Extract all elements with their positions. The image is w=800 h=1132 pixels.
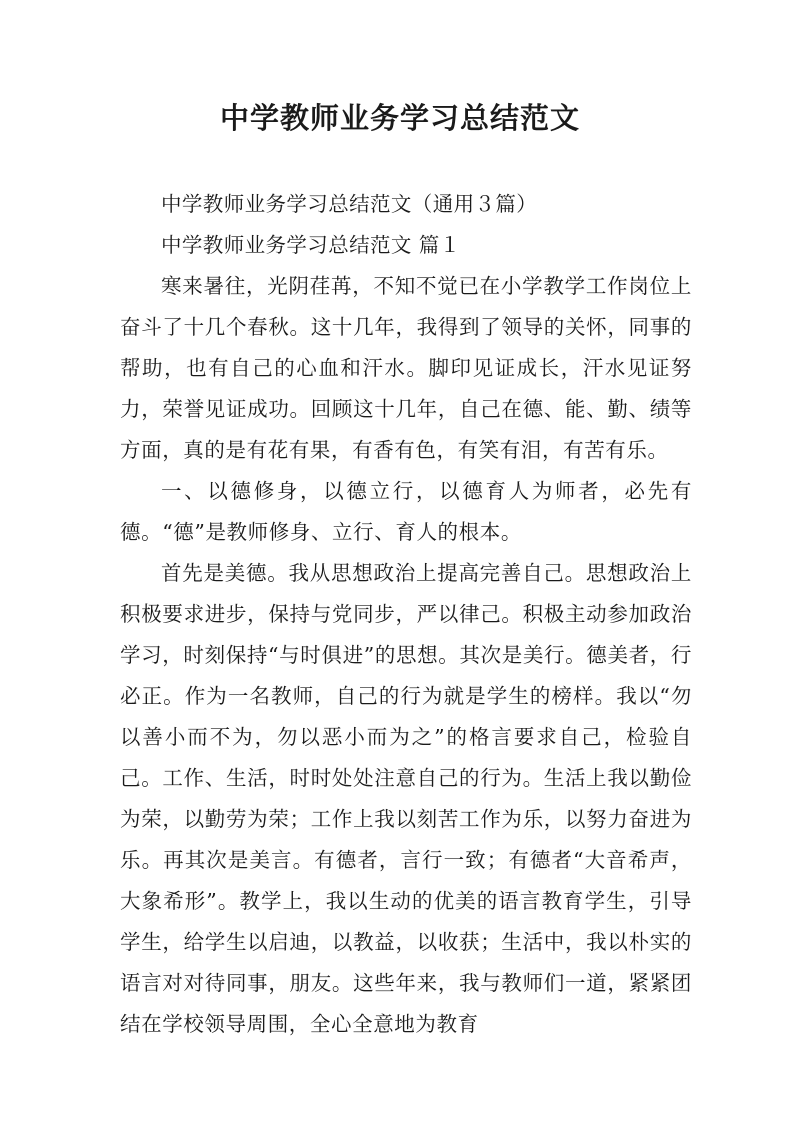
document-body <box>120 184 692 1045</box>
section-heading: 中学教师业务学习总结范文 篇１ <box>161 233 461 257</box>
body-paragraph: 首先是美德。我从思想政治上提高完善自己。思想政治上积极要求进步，保持与党同步，严以律己。积极主动参加政治学习，时刻保持“与时俱进”的思想。其次是美行。德美者，行必正。作为一名教师，自己的行为就是学生的榜样。我以“勿以善小而不为，勿以恶小而为之”的格言要求自己，检验自己。工作、生活，时时处处注意自己的行为。生活上我以勤俭为荣，以勤劳为荣；工作上我以刻苦工作为乐，以努力奋进为乐。再其次是美言。有德者，言行一致；有德者“大音希声，大象希形”。教学上，我以生动的优美的语言教育学生，引导学生，给学生以启迪，以教益，以收获；生活中，我以朴实的语言对对待同事，朋友。这些年来，我与教师们一道，紧紧团结在学校领导周围，全心全意地为教育 <box>120 561 692 1036</box>
document-title: 中学教师业务学习总结范文 <box>219 101 580 135</box>
subtitle-line: 中学教师业务学习总结范文（通用３篇） <box>161 192 538 216</box>
body-paragraph: 寒来暑往，光阴荏苒，不知不觉已在小学教学工作岗位上奋斗了十几个春秋。这十几年，我得到了领导的关怀，同事的帮助，也有自己的心血和汗水。脚印见证成长，汗水见证努力，荣誉见证成功。回顾这十几年，自己在德、能、勤、绩等方面，真的是有花有果，有香有色，有笑有泪，有苦有乐。 <box>120 274 692 462</box>
body-paragraph: 一、以德修身，以德立行，以德育人为师者，必先有德。“德”是教师修身、立行、育人的根本。 <box>120 479 692 544</box>
